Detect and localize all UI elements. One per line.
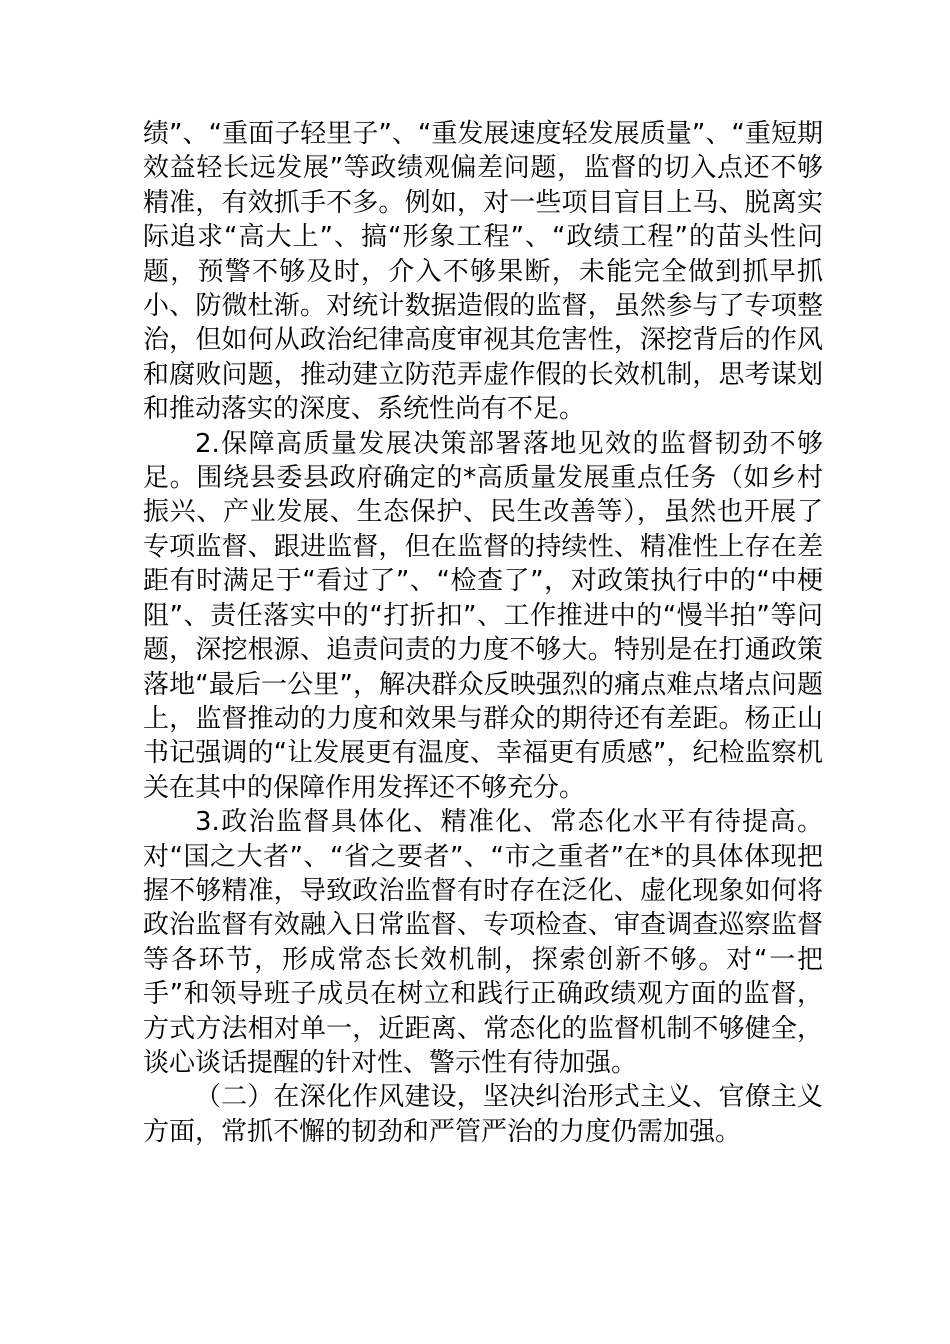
paragraph-work-style-heading: （二）在深化作风建设，坚决纠治形式主义、官僚主义方面，常抓不懈的韧劲和严管严治的力度仍需加强。 [143,1082,823,1147]
paragraph-political-performance: 绩”、“重面子轻里子”、“重发展速度轻发展质量”、“重短期效益轻长远发展”等政绩观偏差问题，监督的切入点还不够精准，有效抓手不多。例如，对一些项目盲目上马、脱离实际追求“高大上”、搞“形象工程”、“政绩工程”的苗头性问题，预警不够及时，介入不够果断，未能完全做到抓早抓小、防微杜渐。对统计数据造假的监督，虽然参与了专项整治，但如何从政治纪律高度审视其危害性，深挖背后的作风和腐败问题，推动建立防范弄虚作假的长效机制，思考谋划和推动落实的深度、系统性尚有不足。 [143,119,823,425]
paragraph-political-supervision: 3.政治监督具体化、精准化、常态化水平有待提高。对“国之大者”、“省之要者”、“市之重者”在*的具体体现把握不够精准，导致政治监督有时存在泛化、虚化现象如何将政治监督有效融入日常监督、专项检查、审查调查巡察监督等各环节，形成常态长效机制，探索创新不够。对“一把手”和领导班子成员在树立和践行正确政绩观方面的监督，方式方法相对单一，近距离、常态化的监督机制不够健全，谈心谈话提醒的针对性、警示性有待加强。 [143,807,823,1078]
paragraph-high-quality-development: 2.保障高质量发展决策部署落地见效的监督韧劲不够足。围绕县委县政府确定的*高质量发展重点任务（如乡村振兴、产业发展、生态保护、民生改善等），虽然也开展了专项监督、跟进监督，但在监督的持续性、精准性上存在差距有时满足于“看过了”、“检查了”，对政策执行中的“中梗阻”、责任落实中的“打折扣”、工作推进中的“慢半拍”等问题，深挖根源、追责问责的力度不够大。特别是在打通政策落地“最后一公里”，解决群众反映强烈的痛点难点堵点问题上，监督推动的力度和效果与群众的期待还有差距。杨正山书记强调的“让发展更有温度、幸福更有质感”，纪检监察机关在其中的保障作用发挥还不够充分。 [143,428,823,803]
document-page [143,117,823,1149]
